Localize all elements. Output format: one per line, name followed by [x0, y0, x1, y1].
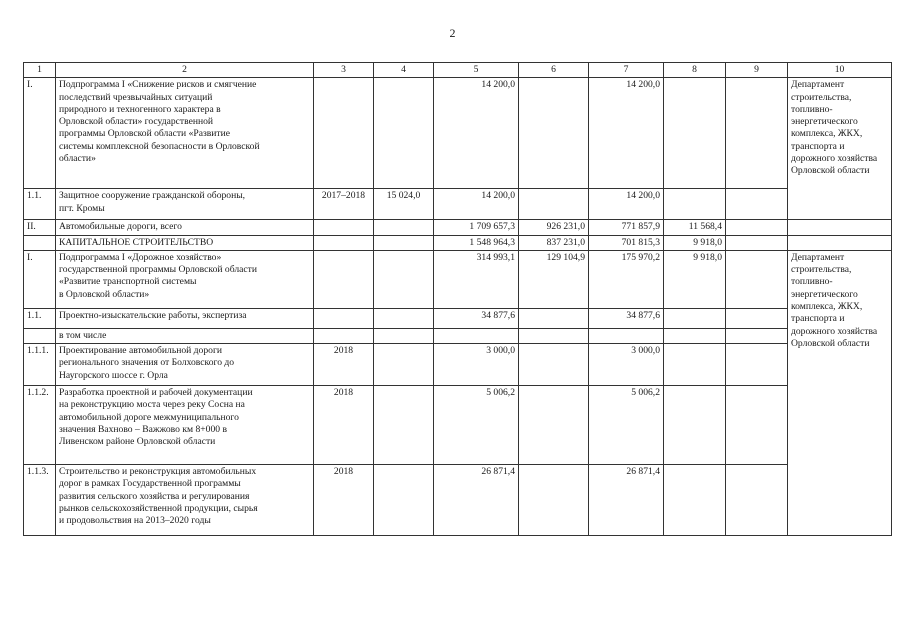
header-cell: 6	[519, 63, 589, 78]
row-years	[314, 235, 374, 250]
row-col8	[664, 308, 726, 328]
table-row	[24, 328, 892, 343]
row-number	[24, 328, 56, 343]
header-cell: 5	[434, 63, 519, 78]
table-row	[24, 78, 892, 189]
table-row	[24, 250, 892, 308]
row-col9	[726, 465, 788, 536]
row-col6: 837 231,0	[519, 235, 589, 250]
row-col7: 34 877,6	[589, 308, 664, 328]
row-number: I.	[24, 250, 56, 308]
row-col8	[664, 386, 726, 465]
row-number: 1.1.1.	[24, 344, 56, 386]
row-col9	[726, 78, 788, 189]
row-col6: 129 104,9	[519, 250, 589, 308]
row-col5: 1 709 657,3	[434, 220, 519, 235]
table-row	[24, 308, 892, 328]
row-col8	[664, 465, 726, 536]
header-cell: 8	[664, 63, 726, 78]
row-col5: 26 871,4	[434, 465, 519, 536]
row-col7: 14 200,0	[589, 189, 664, 220]
row-number	[24, 235, 56, 250]
row-number: II.	[24, 220, 56, 235]
row-col8	[664, 344, 726, 386]
row-col5: 314 993,1	[434, 250, 519, 308]
row-name: Разработка проектной и рабочей документации на реконструкцию моста через реку Сосна на автомобильной дороге межмуниципального значения Вахново – Важжово км 8+000 в Ливенском районе Орловской области	[56, 386, 314, 465]
row-col9	[726, 235, 788, 250]
row-col4	[374, 386, 434, 465]
row-col4	[374, 235, 434, 250]
row-col6	[519, 328, 589, 343]
header-cell: 3	[314, 63, 374, 78]
row-years: 2018	[314, 344, 374, 386]
row-number: 1.1.	[24, 308, 56, 328]
row-col8	[664, 78, 726, 189]
program-table	[23, 62, 892, 536]
row-col8	[664, 328, 726, 343]
row-col7	[589, 328, 664, 343]
row-col4	[374, 220, 434, 235]
row-name: Проектно-изыскательские работы, экспертиза	[56, 308, 314, 328]
executor-cell: Департамент строительства, топливно- энергетического комплекса, ЖКХ, транспорта и дорожного хозяйства Орловской области	[788, 78, 892, 220]
header-cell: 1	[24, 63, 56, 78]
row-col6	[519, 308, 589, 328]
row-number: 1.1.2.	[24, 386, 56, 465]
row-col5: 34 877,6	[434, 308, 519, 328]
row-col4	[374, 465, 434, 536]
executor-empty-cell	[788, 220, 892, 235]
row-number: I.	[24, 78, 56, 189]
row-years	[314, 78, 374, 189]
row-col7: 14 200,0	[589, 78, 664, 189]
row-col5: 1 548 964,3	[434, 235, 519, 250]
table-row	[24, 465, 892, 536]
row-col9	[726, 189, 788, 220]
row-col9	[726, 308, 788, 328]
table-row	[24, 344, 892, 386]
row-col7: 5 006,2	[589, 386, 664, 465]
row-years: 2018	[314, 465, 374, 536]
row-col9	[726, 386, 788, 465]
row-col7: 26 871,4	[589, 465, 664, 536]
executor-empty-cell	[788, 235, 892, 250]
row-years: 2018	[314, 386, 374, 465]
row-years	[314, 250, 374, 308]
row-col4	[374, 308, 434, 328]
row-col4	[374, 328, 434, 343]
row-col5	[434, 328, 519, 343]
row-name: Защитное сооружение гражданской обороны, пгт. Кромы	[56, 189, 314, 220]
executor-cell: Департамент строительства, топливно- энергетического комплекса, ЖКХ, транспорта и дорожного хозяйства Орловской области	[788, 250, 892, 535]
row-col7: 175 970,2	[589, 250, 664, 308]
row-name: Подпрограмма I «Дорожное хозяйство» государственной программы Орловской области «Развитие транспортной системы в Орловской области»	[56, 250, 314, 308]
row-col4: 15 024,0	[374, 189, 434, 220]
row-col8: 9 918,0	[664, 250, 726, 308]
row-col8: 9 918,0	[664, 235, 726, 250]
table-row	[24, 189, 892, 220]
row-col6	[519, 465, 589, 536]
row-col5: 14 200,0	[434, 78, 519, 189]
row-name: Строительство и реконструкция автомобильных дорог в рамках Государственной программы развития сельского хозяйства и регулирования рынков сельскохозяйственной продукции, сырья и продовольствия на 2013–2020 годы	[56, 465, 314, 536]
row-years	[314, 328, 374, 343]
row-col4	[374, 78, 434, 189]
row-col8: 11 568,4	[664, 220, 726, 235]
row-col9	[726, 344, 788, 386]
row-number: 1.1.3.	[24, 465, 56, 536]
row-col5: 5 006,2	[434, 386, 519, 465]
page-number: 2	[449, 26, 456, 40]
table-row	[24, 220, 892, 235]
row-col6	[519, 344, 589, 386]
row-years	[314, 308, 374, 328]
row-name: Подпрограмма I «Снижение рисков и смягчение последствий чрезвычайных ситуаций природного и техногенного характера в Орловской области» государственной программы Орловской области «Развитие системы комплексной безопасности в Орловской области»	[56, 78, 314, 189]
row-col9	[726, 328, 788, 343]
row-col7: 701 815,3	[589, 235, 664, 250]
row-col7: 771 857,9	[589, 220, 664, 235]
header-cell: 7	[589, 63, 664, 78]
row-col6: 926 231,0	[519, 220, 589, 235]
row-col6	[519, 78, 589, 189]
header-cell: 10	[788, 63, 892, 78]
row-name: в том числе	[56, 328, 314, 343]
table-row	[24, 386, 892, 465]
row-name: Автомобильные дороги, всего	[56, 220, 314, 235]
header-row	[24, 63, 892, 78]
row-number: 1.1.	[24, 189, 56, 220]
row-col4	[374, 344, 434, 386]
row-col5: 3 000,0	[434, 344, 519, 386]
row-name: Проектирование автомобильной дороги регионального значения от Болховского до Наугорского шоссе г. Орла	[56, 344, 314, 386]
row-col6	[519, 189, 589, 220]
table-row	[24, 235, 892, 250]
row-years: 2017–2018	[314, 189, 374, 220]
row-name: КАПИТАЛЬНОЕ СТРОИТЕЛЬСТВО	[56, 235, 314, 250]
row-col4	[374, 250, 434, 308]
row-col5: 14 200,0	[434, 189, 519, 220]
row-col8	[664, 189, 726, 220]
header-cell: 9	[726, 63, 788, 78]
row-years	[314, 220, 374, 235]
row-col9	[726, 250, 788, 308]
row-col6	[519, 386, 589, 465]
header-cell: 2	[56, 63, 314, 78]
row-col9	[726, 220, 788, 235]
row-col7: 3 000,0	[589, 344, 664, 386]
header-cell: 4	[374, 63, 434, 78]
